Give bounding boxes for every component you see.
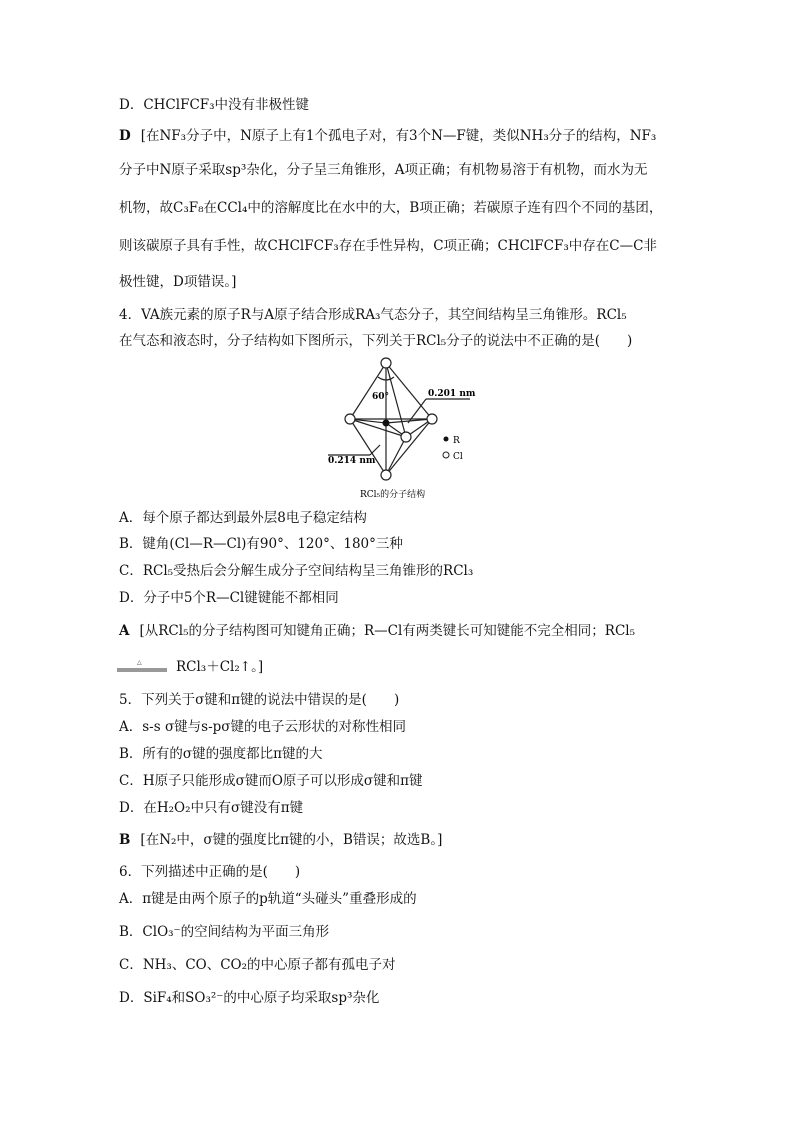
explanation-text: [在N₂中，σ键的强度比π键的小，B错误；故选B。]	[140, 832, 443, 848]
explanation-line: 极性键，D项错误。]	[119, 274, 237, 290]
reaction-products: RCl₃＋Cl₂↑。]	[176, 659, 264, 675]
cl-atom-bottom	[381, 470, 391, 480]
option-a: A．每个原子都达到最外层8电子稳定结构	[119, 510, 367, 526]
option-d: D．在H₂O₂中只有σ键没有π键	[119, 800, 304, 816]
answer-letter: B	[119, 832, 131, 848]
option-b: B．所有的σ键的强度都比π键的大	[119, 746, 323, 762]
r-atom-center	[383, 420, 390, 427]
option-c: C．RCl₅受热后会分解生成分子空间结构呈三角锥形的RCl₃	[119, 563, 474, 579]
explanation-line: 则该碳原子具有手性，故CHClFCF₃存在手性异构，C项正确；CHClFCF₃中存在C—C非	[119, 238, 657, 254]
bond-length-label-short: 0.214 nm	[328, 456, 376, 466]
option-d: D．SiF₄和SO₃²⁻的中心原子均采取sp³杂化	[119, 990, 380, 1006]
option-b: B．键角(Cl—R—Cl)有90°、120°、180°三种	[119, 536, 403, 552]
explanation-text: [在NF₃分子中，N原子上有1个孤电子对，有3个N—F键，类似NH₃分子的结构，NF₃	[140, 128, 657, 144]
explanation-line: 机物，故C₃F₈在CCl₄中的溶解度比在水中的大，B项正确；若碳原子连有四个不同的基团，	[119, 200, 663, 216]
cl-atom-right	[427, 414, 437, 424]
legend-r-label: R	[453, 436, 460, 446]
cl-atom-left	[345, 414, 355, 424]
option-c: C．H原子只能形成σ键而O原子可以形成σ键和π键	[119, 773, 423, 789]
reaction-arrow-icon	[113, 657, 173, 675]
explanation-line: 分子中N原子采取sp³杂化，分子呈三角锥形，A项正确；有机物易溶于有机物，而水为无	[119, 162, 648, 178]
question-5-stem: 5．下列关于σ键和π键的说法中错误的是( )	[119, 692, 400, 708]
option-a: A．s-s σ键与s-pσ键的电子云形状的对称性相同	[119, 719, 407, 735]
svg-text:△: △	[137, 659, 142, 666]
trigonal-bipyramid-diagram	[320, 355, 480, 505]
legend-cl-marker	[443, 452, 449, 458]
cl-atom-top	[381, 358, 391, 368]
answer-letter: D	[119, 128, 131, 144]
option-a: A．π键是由两个原子的p轨道“头碰头”重叠形成的	[119, 891, 417, 907]
bond-length-label-long: 0.201 nm	[428, 389, 476, 399]
option-c: C．NH₃、CO、CO₂的中心原子都有孤电子对	[119, 957, 396, 973]
answer-explanation-5	[119, 830, 442, 850]
option-d: D．分子中5个R—Cl键键能不都相同	[119, 590, 339, 606]
rcl5-structure-figure	[320, 355, 480, 505]
legend-cl-label: Cl	[453, 452, 463, 462]
figure-caption: RCl₅的分子结构	[360, 490, 426, 500]
answer-explanation-4	[119, 621, 635, 641]
legend-r-marker	[444, 437, 449, 442]
answer-letter: A	[119, 623, 130, 639]
cl-atom-front	[401, 432, 411, 442]
option-d-prev: D．CHClFCF₃中没有非极性键	[119, 97, 310, 113]
explanation-text: [从RCl₅的分子结构图可知键角正确；R—Cl有两类键长可知键能不完全相同；RCl₅	[139, 623, 636, 639]
question-4-stem: 4．VA族元素的原子R与A原子结合形成RA₃气态分子，其空间结构呈三角锥形。RCl₅	[119, 307, 627, 323]
option-b: B．ClO₃⁻的空间结构为平面三角形	[119, 924, 330, 940]
question-6-stem: 6．下列描述中正确的是( )	[119, 864, 301, 880]
question-4-stem-cont: 在气态和液态时，分子结构如下图所示，下列关于RCl₅分子的说法中不正确的是( )	[119, 333, 633, 349]
bond-angle-label: 60°	[372, 392, 390, 402]
answer-explanation-3	[119, 126, 656, 146]
